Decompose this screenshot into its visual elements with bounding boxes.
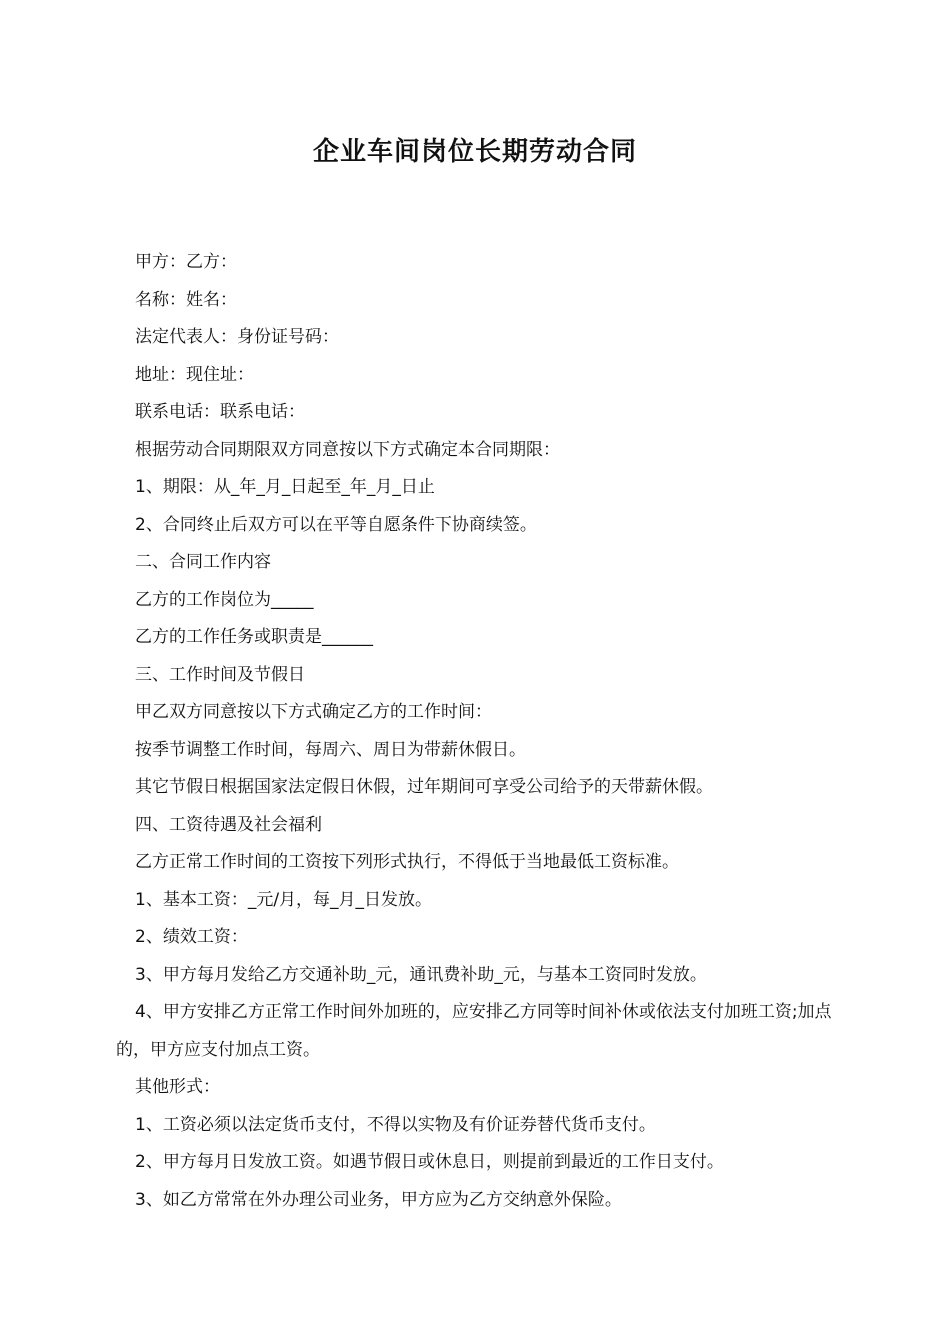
paragraph-pay-day: 2、甲方每月日发放工资。如遇节假日或休息日，则提前到最近的工作日支付。: [135, 1152, 724, 1172]
paragraph-base-wage: 1、基本工资：_元/月，每_月_日发放。: [135, 889, 433, 910]
paragraph-performance-wage: 2、绩效工资：: [135, 927, 248, 947]
paragraph-other-forms: 其他形式：: [135, 1077, 220, 1097]
paragraph-position: 乙方的工作岗位为_____: [135, 589, 314, 610]
paragraph-allowances: 3、甲方每月发给乙方交通补助_元，通讯费补助_元，与基本工资同时发放。: [135, 964, 707, 985]
paragraph-address: 地址：现住址：: [135, 364, 254, 385]
document-title: 企业车间岗位长期劳动合同: [312, 137, 637, 167]
paragraph-seasonal-hours: 按季节调整工作时间，每周六、周日为带薪休假日。: [135, 739, 526, 760]
paragraph-name: 名称：姓名：: [135, 289, 237, 310]
section-heading-work-content: 二、合同工作内容: [135, 552, 271, 572]
paragraph-term-2: 2、合同终止后双方可以在平等自愿条件下协商续签。: [135, 514, 537, 535]
paragraph-phone: 联系电话：联系电话：: [135, 402, 305, 422]
document-body: [116, 244, 846, 1219]
section-heading-work-time: 三、工作时间及节假日: [135, 664, 305, 685]
paragraph-legal-rep: 法定代表人：身份证号码：: [135, 327, 339, 347]
paragraph-duties: 乙方的工作任务或职责是______: [135, 627, 373, 647]
paragraph-work-time-intro: 甲乙双方同意按以下方式确定乙方的工作时间：: [135, 702, 492, 722]
paragraph-term-1: 1、期限：从_年_月_日起至_年_月_日止: [135, 477, 435, 497]
paragraph-parties: 甲方：乙方：: [135, 252, 237, 272]
paragraph-holidays: 其它节假日根据国家法定假日休假，过年期间可享受公司给予的天带薪休假。: [135, 777, 713, 797]
paragraph-term-intro: 根据劳动合同期限双方同意按以下方式确定本合同期限：: [135, 439, 560, 460]
section-heading-wages: 四、工资待遇及社会福利: [135, 814, 322, 835]
paragraph-overtime: 4、甲方安排乙方正常工作时间外加班的，应安排乙方同等时间补休或依法支付加班工资;加点的，甲方应支付加点工资。: [116, 1002, 832, 1060]
paragraph-currency: 1、工资必须以法定货币支付，不得以实物及有价证券替代货币支付。: [135, 1114, 656, 1135]
paragraph-insurance: 3、如乙方常常在外办理公司业务，甲方应为乙方交纳意外保险。: [135, 1189, 622, 1210]
paragraph-wage-form: 乙方正常工作时间的工资按下列形式执行，不得低于当地最低工资标准。: [135, 852, 679, 872]
